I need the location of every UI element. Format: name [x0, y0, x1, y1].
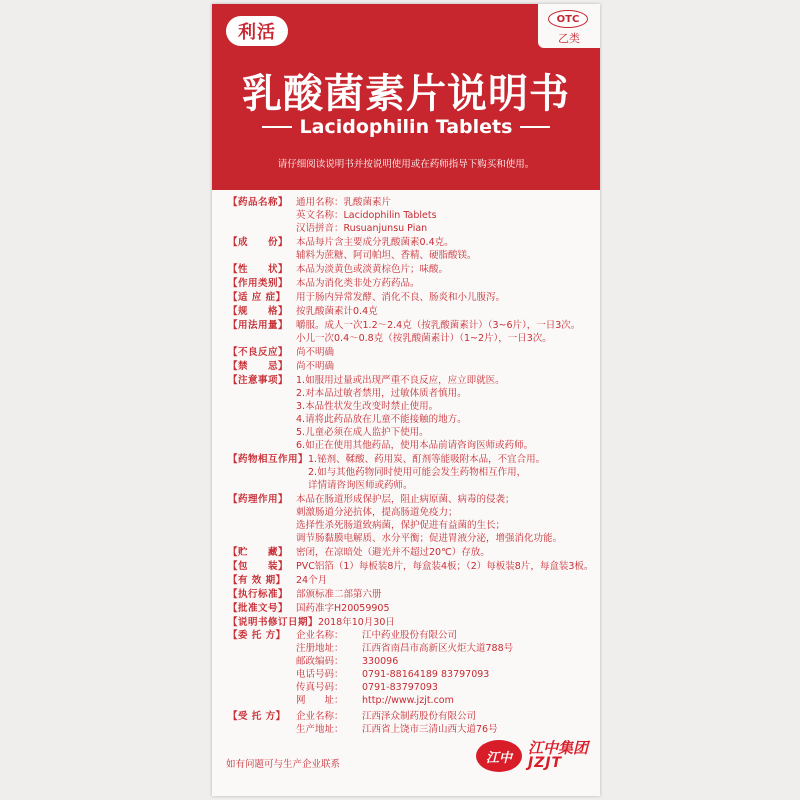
section-row: [226, 305, 592, 318]
section-label: 【包 装】: [228, 561, 289, 572]
section-content: [296, 277, 592, 290]
section-line: 1.如服用过量或出现严重不良反应，应立即就医。: [296, 375, 505, 386]
section-content: [296, 546, 592, 559]
section-line: 5.儿童必须在成人监护下使用。: [296, 427, 429, 438]
page-title: 乳酸菌素片说明书: [242, 71, 570, 117]
contact-note: 如有问题可与生产企业联系: [226, 759, 341, 770]
brand-logo: 利活: [226, 16, 288, 46]
section-content: [296, 263, 592, 276]
contact-line: [296, 710, 592, 723]
section-label: 【适 应 症】: [228, 292, 286, 303]
section-label: 【药理作用】: [228, 494, 289, 505]
section-line: 部颁标准二部第六册: [296, 589, 382, 600]
section-row: [226, 236, 592, 262]
section-label: 【药品名称】: [228, 197, 289, 208]
section-line: PVC铝箔（1）每板装8片，每盒装4板；（2）每板装8片，每盒装3板。: [296, 561, 594, 572]
field-label: 传真号码：: [296, 682, 344, 693]
company-logo-text: [528, 741, 588, 771]
section-label: 【说明书修订日期】: [228, 617, 319, 628]
section-line: 尚不明确: [296, 361, 335, 372]
section-line: 嚼服。成人一次1.2～2.4克（按乳酸菌素计）（3~6片），一日3次。: [296, 320, 581, 331]
field-label: 生产地址：: [296, 724, 344, 735]
sections-list: [226, 196, 592, 629]
field-value: 江中药业股份有限公司: [362, 630, 458, 641]
field-value: 0791-83797093: [362, 682, 438, 693]
section-line: 调节肠黏膜电解质、水分平衡；促进胃液分泌，增强消化功能。: [296, 533, 563, 544]
website-link[interactable]: http://www.jzjt.com: [362, 695, 454, 706]
section-content: [296, 574, 592, 587]
contact-line: [296, 668, 592, 681]
usage-notice: 请仔细阅读说明书并按说明使用或在药师指导下购买和使用。: [277, 159, 535, 170]
section-label: 【受 托 方】: [228, 711, 286, 722]
section-row: [226, 560, 592, 573]
section-label: 【批准文号】: [228, 603, 289, 614]
section-line: 辅料为蔗糖、阿司帕坦、香精、硬脂酸镁。: [296, 250, 477, 261]
field-label: 邮政编码：: [296, 656, 344, 667]
field-label: 企业名称：: [296, 630, 344, 641]
section-line: 6.如正在使用其他药品，使用本品前请咨询医师或药师。: [296, 440, 534, 451]
section-line: 本品为淡黄色或淡黄棕色片；味酸。: [296, 264, 449, 275]
section-row: [226, 319, 592, 345]
company-logo-en: JZJT: [527, 755, 563, 771]
section-content: [296, 560, 593, 573]
section-line: 按乳酸菌素计0.4克: [296, 306, 378, 317]
section-row: [226, 588, 592, 601]
section-content: [296, 493, 592, 545]
section-label: 【药物相互作用】: [228, 454, 309, 465]
section-row: [226, 346, 592, 359]
contact-line: [296, 723, 592, 736]
section-row: [226, 616, 592, 629]
section-label: 【不良反应】: [228, 347, 289, 358]
section-label: 【规 格】: [228, 306, 289, 317]
section-content: [296, 629, 592, 707]
section-line: 2.如与其他药物同时使用可能会发生药物相互作用，: [308, 467, 527, 478]
otc-badge: OTC: [548, 10, 588, 28]
section-content: [308, 453, 592, 492]
section-content: [296, 588, 592, 601]
section-line: 本品为消化类非处方药药品。: [296, 278, 420, 289]
section-content: [296, 346, 592, 359]
section-line: 本品在肠道形成保护层，阻止病原菌、病毒的侵袭；: [296, 494, 515, 505]
section-row: [226, 546, 592, 559]
field-label: 网 址：: [296, 695, 344, 706]
field-label: 注册地址：: [296, 643, 344, 654]
header-banner: [212, 4, 600, 190]
section-row: [226, 291, 592, 304]
company-logo-cn: 江中集团: [527, 739, 588, 757]
instruction-leaflet: [212, 4, 600, 796]
field-value: 江西省南昌市高新区火炬大道788号: [362, 643, 514, 654]
section-line: 2018年10月30日: [318, 617, 395, 628]
section-label: 【性 状】: [228, 264, 289, 275]
english-title-row: [212, 116, 600, 138]
section-label: 【成 份】: [228, 237, 289, 248]
section-line: 本品每片含主要成分乳酸菌素0.4克。: [296, 237, 454, 248]
section-label: 【作用类别】: [228, 278, 289, 289]
title-rule-left: [262, 126, 292, 128]
section-content: [296, 360, 592, 373]
section-content: [296, 374, 592, 452]
field-value: 330096: [362, 656, 399, 667]
section-row: [226, 277, 592, 290]
section-row: [226, 602, 592, 615]
entrusting-party: [226, 629, 592, 707]
section-row: [226, 453, 592, 492]
section-line: 尚不明确: [296, 347, 335, 358]
section-content: [296, 319, 592, 345]
field-value: 江西泽众制药股份有限公司: [362, 711, 477, 722]
section-line: 用于肠内异常发酵、消化不良、肠炎和小儿腹泻。: [296, 292, 506, 303]
contact-line: [296, 694, 592, 707]
section-row: [226, 374, 592, 452]
section-row: [226, 574, 592, 587]
contact-line: [296, 642, 592, 655]
section-line: 详情请咨询医师或药师。: [308, 480, 413, 491]
section-content: [318, 616, 592, 629]
section-line: 4.请将此药品放在儿童不能接触的地方。: [296, 414, 467, 425]
section-line: 密闭，在凉暗处（避光并不超过20℃）存放。: [296, 547, 490, 558]
english-title: Lacidophilin Tablets: [299, 116, 513, 138]
leaflet-body: [226, 196, 592, 736]
section-content: [296, 196, 592, 235]
section-row: [226, 360, 592, 373]
contact-line: [296, 655, 592, 668]
field-value: 江西省上饶市三清山西大道76号: [362, 724, 498, 735]
section-content: [296, 305, 592, 318]
field-label: 电话号码：: [296, 669, 344, 680]
section-label: 【贮 藏】: [228, 547, 289, 558]
section-content: [296, 236, 592, 262]
section-line: 英文名称：Lacidophilin Tablets: [296, 210, 437, 221]
title-rule-right: [520, 126, 550, 128]
entrusted-party: [226, 710, 592, 736]
section-line: 国药准字H20059905: [296, 603, 390, 614]
section-row: [226, 493, 592, 545]
section-line: 24个月: [296, 575, 328, 586]
section-line: 2.对本品过敏者禁用，过敏体质者慎用。: [296, 388, 467, 399]
company-logo-badge: 江中: [476, 740, 522, 772]
section-label: 【用法用量】: [228, 320, 289, 331]
section-line: 刺激肠道分泌抗体，提高肠道免疫力；: [296, 507, 458, 518]
section-line: 汉语拼音：Rusuanjunsu Pian: [296, 223, 428, 234]
section-content: [296, 710, 592, 736]
section-label: 【委 托 方】: [228, 630, 286, 641]
section-content: [296, 602, 592, 615]
contact-line: [296, 629, 592, 642]
section-line: 小儿一次0.4～0.8克（按乳酸菌素计）（1~2片），一日3次。: [296, 333, 552, 344]
otc-class-label: 乙类: [558, 32, 580, 45]
section-label: 【注意事项】: [228, 375, 289, 386]
section-content: [296, 291, 592, 304]
section-label: 【禁 忌】: [228, 361, 289, 372]
section-line: 3.本品性状发生改变时禁止使用。: [296, 401, 439, 412]
field-value: 0791-88164189 83797093: [362, 669, 490, 680]
section-line: 通用名称：乳酸菌素片: [296, 197, 392, 208]
contact-line: [296, 681, 592, 694]
section-line: 1.铋剂、鞣酸、药用炭、酊剂等能吸附本品，不宜合用。: [308, 454, 546, 465]
section-label: 【有 效 期】: [228, 575, 286, 586]
company-logo: [476, 740, 588, 772]
section-row: [226, 196, 592, 235]
section-label: 【执行标准】: [228, 589, 289, 600]
field-label: 企业名称：: [296, 711, 344, 722]
section-line: 选择性杀死肠道致病菌，保护促进有益菌的生长；: [296, 520, 506, 531]
section-row: [226, 263, 592, 276]
